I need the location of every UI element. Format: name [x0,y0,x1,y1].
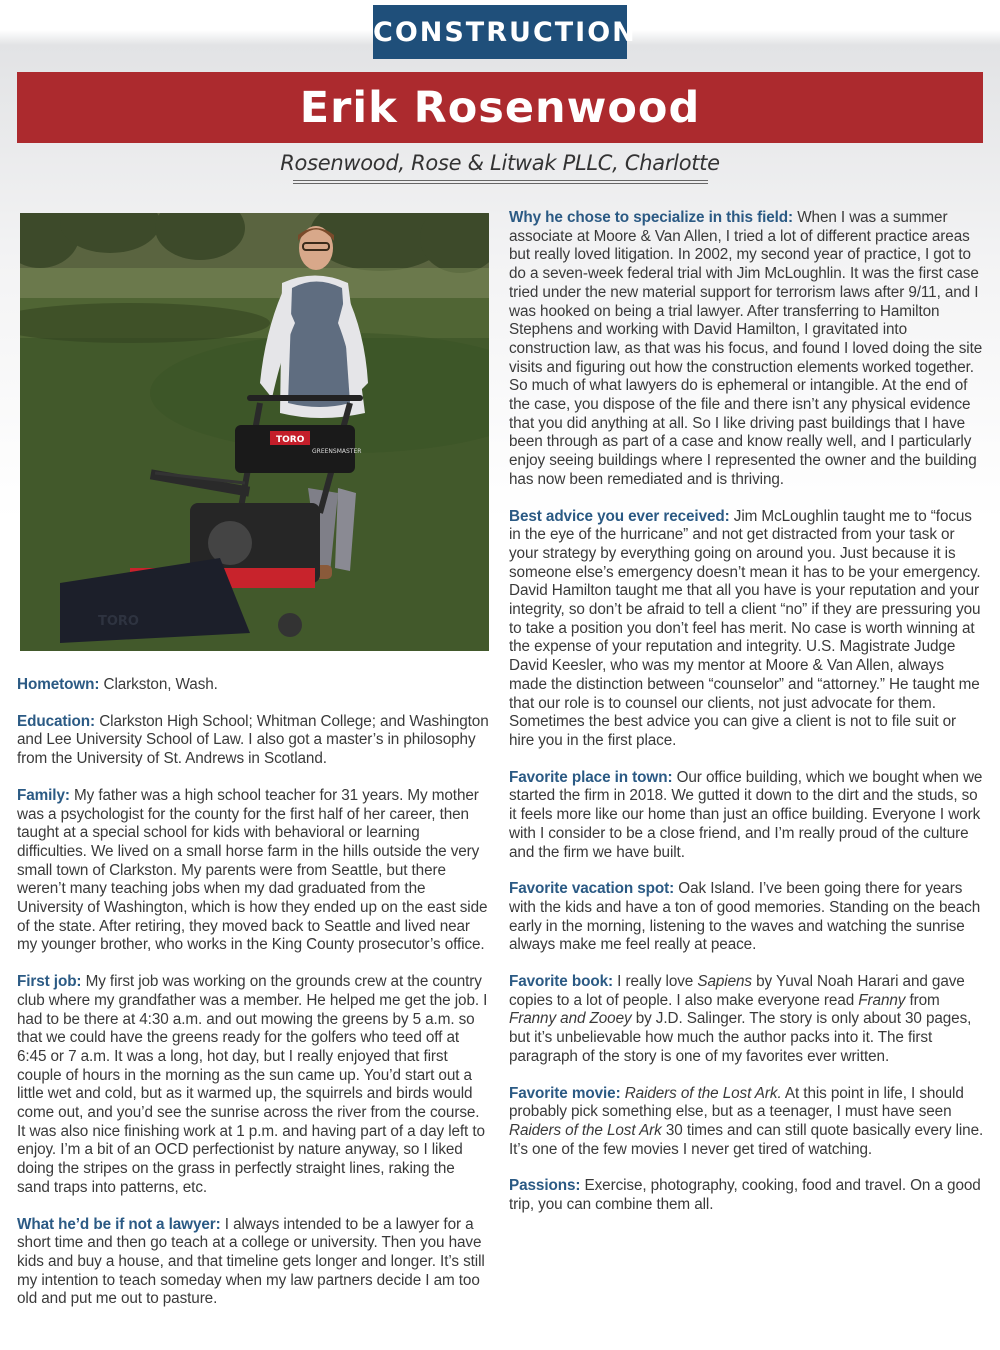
photo-illustration [20,213,489,651]
why-field-paragraph [509,209,985,490]
mower-model-label: GREENSMASTER [312,448,362,455]
not-lawyer-text: I always intended to be a lawyer for a short time and then go teach at a college or university. Then you have kids and buy a house, and that timeline gets longer and longer. It’s still my intention to teach someday when my law partners decide I am too old and put me out to pasture. [17,1215,485,1308]
why-field-label: Why he chose to specialize in this field: [509,209,794,226]
place-in-town-label: Favorite place in town: [509,768,673,786]
passions-paragraph [509,1177,985,1214]
movie-paragraph [509,1085,985,1160]
book-title-sapiens: Sapiens [697,973,752,991]
passions-text: Exercise, photography, cooking, food and travel. On a good trip, you can combine them all. [509,1177,981,1214]
mower-basket-logo: TORO [98,614,139,629]
firm-name: Rosenwood, Rose & Litwak PLLC, Charlotte [280,151,720,175]
passions-label: Passions: [509,1177,581,1195]
left-column [17,676,491,1327]
best-advice-text: Jim McLoughlin taught me to “focus in the eye of the hurricane” and not get distracted from your task or your strategy by everything going on around you. Just because it is someone else’s emergency doesn’t mean it has to be your emergency. David Hamilton taught me that all you have is your reputation and your integrity, so don’t be afraid to tell a client “no” if they are pressuring you to take a position you don’t feel has merit. No case is worth winning at the expense of your reputation and integrity. U.S. Magistrate Judge David Keesler, who was my mentor at Moore & Van Allen, always made the distinction between “counselor” and “attorney.” He taught me that our role is to counsel our clients, not just advocate for them. Sometimes the best advice you can give a client is not to file suit or hire you in the first place. [509,507,981,749]
book-title-franny: Franny [858,991,906,1009]
section-tab: CONSTRUCTION [373,5,627,59]
best-advice-label: Best advice you ever received: [509,507,730,525]
mower-brand-label: TORO [276,435,305,445]
vacation-text: Oak Island. I’ve been going there for years with the kids and have a ton of good memories. Standing on the beach early in the morning, listening to the waves and watching the sunrise always make me feel really at peace. [509,880,981,954]
hometown-label: Hometown: [17,676,100,693]
book-text-3: from [905,991,940,1009]
movie-title-2: Raiders of the Lost Ark [509,1121,662,1139]
not-lawyer-paragraph [17,1216,491,1310]
family-paragraph [17,787,491,955]
first-job-label: First job: [17,973,82,991]
book-label: Favorite book: [509,973,613,991]
education-paragraph [17,713,491,769]
book-text-4: by J.D. Salinger. The story is only about 30 pages, but it’s unbelievable how much the author packs into it. The first paragraph of the story is one of my favorites ever written. [509,1010,972,1065]
right-column [509,209,985,1233]
education-text: Clarkston High School; Whitman College; and Washington and Lee University School of Law. I also got a master’s in philosophy from the University of St. Andrews in Scotland. [17,712,489,768]
vacation-paragraph [509,880,985,955]
book-title-franny-zooey: Franny and Zooey [509,1010,632,1028]
first-job-paragraph [17,973,491,1197]
book-text-2: by Yuval Noah Harari and gave copies to a lot of people. I also make everyone read [509,973,965,1009]
profile-photo [20,213,489,651]
movie-text-2: At this point in life, I should probably pick something else, but as a teenager, I must have seen [509,1084,964,1121]
vacation-label: Favorite vacation spot: [509,880,675,898]
movie-text-3: 30 times and can still quote basically every line. It’s one of the few movies I never get tired of watching. [509,1121,984,1158]
book-paragraph [509,973,985,1067]
movie-label: Favorite movie: [509,1084,621,1102]
hometown-paragraph [17,676,491,695]
why-field-text: When I was a summer associate at Moore & Van Allen, I tried a lot of different practice areas but really loved litigation. In 2002, my second year of practice, I got to do a seven-week federal trial with Jim McLoughlin. It was the first case tried under the new material support for terrorism laws after 9/11, and I was hooked on being a trial lawyer. After transferring to Hamilton Stephens and working with David Hamilton, I gravitated into construction law, as that was his focus, and found I loved doing the site visits and figuring out how the construction elements worked together. So much of what lawyers do is ephemeral or intangible. At the end of the case, you dispose of the file and there isn’t any physical evidence that you did anything at all. So I like driving past buildings that I have been through as part of a case and know really well, and I particularly enjoy seeing buildings where I represented the owner and the building has now been remediated and is thriving. [509,209,983,488]
place-in-town-paragraph [509,769,985,863]
family-label: Family: [17,786,70,804]
family-text: My father was a high school teacher for 31 years. My mother was a psychologist for the county for the first half of her career, then taught at a special school for kids with behavioral or learning difficulties. We lived on a small horse farm in the hills outside the very small town of Clarkston. My parents were from Seattle, but there weren’t many teaching jobs when my dad graduated from the University of Washington, which is how they ended up on the east side of the state. After retiring, they moved back to Seattle and lived near my younger brother, who works in the King County prosecutor’s office. [17,786,488,954]
place-in-town-text: Our office building, which we bought when we started the firm in 2018. We gutted it down to the dirt and the studs, so it feels more like our home than just an office building. Everyone I work with I consider to be a close friend, and I’m really proud of the culture and the firm we have built. [509,768,983,861]
hometown-text: Clarkston, Wash. [99,676,218,693]
firm-rule-bottom [293,183,708,184]
first-job-text: My first job was working on the grounds crew at the country club where my grandfather was a member. He helped me get the job. I had to be there at 4:30 a.m. and out mowing the greens by 5 a.m. so that we could have the greens ready for the golfers who teed off at 6:45 or 7 a.m. It was a long, hot day, but I really enjoyed that first couple of hours in the morning as the sun came up. You’d start out a little wet and cold, but as it warmed up, the squirrels and birds would come out, and you’d see the sunrise across the river from the course. It was also nice finishing work at 1 p.m. and having part of a day left to enjoy. I’m a bit of an OCD perfectionist by nature anyway, so I liked doing the stripes on the grass in perfectly straight lines, raking the sand traps into patterns, etc. [17,973,488,1196]
book-text-1: I really love [613,973,698,991]
profile-name: Erik Rosenwood [17,72,983,143]
education-label: Education: [17,712,96,730]
best-advice-paragraph [509,508,985,751]
not-lawyer-label: What he’d be if not a lawyer: [17,1215,221,1233]
firm-rule-top [293,180,708,181]
movie-title-1: Raiders of the Lost Ark. [624,1084,782,1102]
